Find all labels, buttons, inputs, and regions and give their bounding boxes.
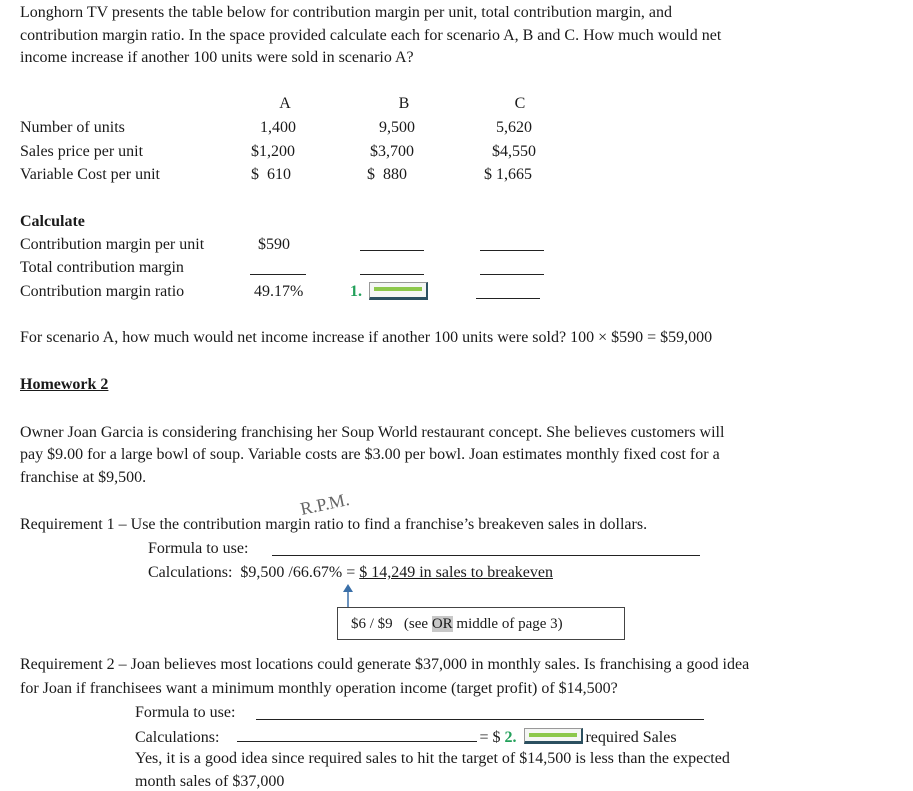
- answer-blank[interactable]: [360, 236, 424, 251]
- calc2-eq: = $: [479, 729, 501, 746]
- note-highlight: OR: [431, 616, 453, 632]
- cell: 9,500: [379, 119, 415, 136]
- formula-blank[interactable]: [256, 705, 704, 720]
- cell: 1,400: [260, 119, 296, 136]
- answer-input-1[interactable]: [369, 282, 428, 300]
- answer-input-2[interactable]: [524, 728, 583, 744]
- req2-line: Requirement 2 – Joan believes most locations could generate $37,000 in monthly sales. Is franchising a good idea: [20, 656, 750, 673]
- calc2-label: Calculations:: [135, 729, 220, 746]
- row-label: Contribution margin ratio: [20, 283, 185, 300]
- cm-per-unit-a: $590: [258, 236, 290, 253]
- note-box: [337, 607, 625, 640]
- row-label: Total contribution margin: [20, 259, 184, 276]
- answer-blank[interactable]: [250, 260, 306, 275]
- cm-ratio-a: 49.17%: [254, 283, 304, 300]
- cell: $ 610: [251, 166, 291, 183]
- intro-line: contribution margin ratio. In the space provided calculate each for scenario A, B and C. How much would net: [20, 27, 722, 44]
- answer-blank[interactable]: [476, 284, 540, 299]
- row-label: Number of units: [20, 119, 125, 136]
- para-line: franchise at $9,500.: [20, 469, 147, 486]
- cell: $1,200: [251, 143, 295, 160]
- row-label: Sales price per unit: [20, 143, 144, 160]
- formula-label: Formula to use:: [135, 704, 236, 721]
- formula-label: Formula to use:: [148, 540, 249, 557]
- calculate-heading: Calculate: [20, 213, 85, 230]
- cell: $ 880: [367, 166, 407, 183]
- cell: $4,550: [492, 143, 536, 160]
- calc1-row: [148, 564, 553, 582]
- col-header-b: B: [398, 95, 410, 112]
- requirement-1: Requirement 1 – Use the contribution margin ratio to find a franchise’s breakeven sales in dollars.: [20, 516, 648, 533]
- arrow-up-icon: [340, 584, 356, 608]
- cell: $3,700: [370, 143, 414, 160]
- calc2-row: [135, 727, 677, 747]
- answer-blank[interactable]: [360, 260, 424, 275]
- watermark: R.P.M.: [298, 489, 352, 519]
- calc2-suffix: required Sales: [585, 729, 677, 746]
- conclusion-line: month sales of $37,000: [135, 773, 285, 790]
- row-label: Variable Cost per unit: [20, 166, 160, 183]
- note-text: $6 / $9 (see: [351, 616, 432, 632]
- calc1-label: Calculations: $9,500 /66.67% =: [148, 564, 360, 581]
- formula-blank[interactable]: [272, 541, 700, 556]
- intro-line: income increase if another 100 units were sold in scenario A?: [20, 49, 414, 66]
- answer-blank[interactable]: [480, 260, 544, 275]
- calc2-blank[interactable]: [237, 727, 477, 742]
- cell: 5,620: [496, 119, 532, 136]
- para-line: pay $9.00 for a large bowl of soup. Variable costs are $3.00 per bowl. Joan estimates monthly fixed cost for a: [20, 446, 720, 463]
- scenario-question: For scenario A, how much would net income increase if another 100 units were sold? 100 × $590 = $59,000: [20, 329, 713, 346]
- cell: $ 1,665: [484, 166, 532, 183]
- answer-number: 1.: [350, 283, 362, 300]
- para-line: Owner Joan Garcia is considering franchising her Soup World restaurant concept. She believes customers will: [20, 424, 725, 441]
- row-label: Contribution margin per unit: [20, 236, 205, 253]
- homework-title: Homework 2: [20, 376, 109, 393]
- intro-line: Longhorn TV presents the table below for contribution margin per unit, total contribution margin, and: [20, 4, 673, 21]
- calc1-result: $ 14,249 in sales to breakeven: [359, 564, 553, 581]
- col-header-a: A: [279, 95, 291, 112]
- answer-number: 2.: [504, 729, 517, 746]
- col-header-c: C: [514, 95, 526, 112]
- answer-blank[interactable]: [480, 236, 544, 251]
- conclusion-line: Yes, it is a good idea since required sales to hit the target of $14,500 is less than the expected: [135, 750, 730, 767]
- note-text: middle of page 3): [452, 616, 563, 632]
- req2-line: for Joan if franchisees want a minimum monthly operation income (target profit) of $14,500?: [20, 680, 618, 697]
